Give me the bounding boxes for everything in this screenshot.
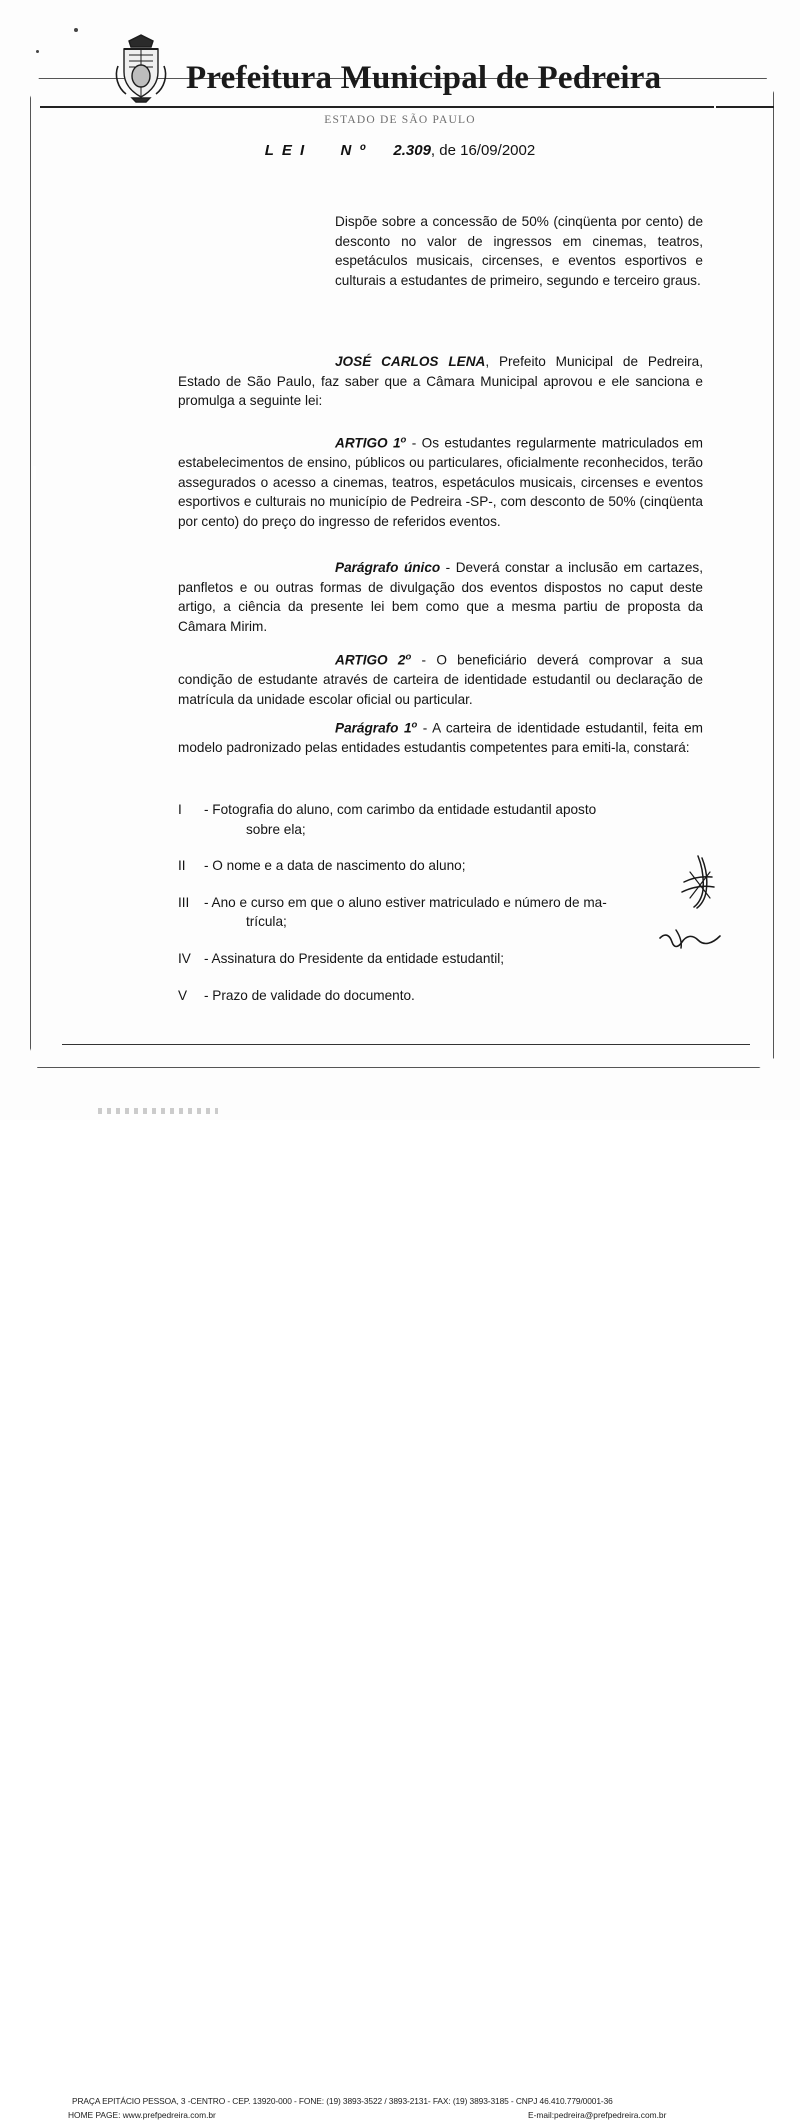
page-title: Prefeitura Municipal de Pedreira [186, 60, 662, 96]
footer-address-line: PRAÇA EPITÁCIO PESSOA, 3 -CENTRO - CEP. 13920-000 - FONE: (19) 3893-3522 / 3893-2131- FAX: (19) 3893-3185 - CNPJ 46.410.779/0001-36 [72, 2096, 613, 2106]
title-rule-left [40, 106, 186, 108]
artigo-1-ordinal: o [400, 434, 407, 445]
paragrafo-1-paragraph [178, 715, 703, 758]
list-item-text [204, 949, 706, 969]
scan-artifact [98, 1108, 218, 1114]
handwritten-signature-icon [654, 852, 744, 962]
list-item-line1: - Prazo de validade do documento. [204, 987, 415, 1003]
law-date: , de 16/09/2002 [430, 142, 536, 159]
artigo-2-ordinal: o [405, 651, 412, 662]
document-header [0, 22, 800, 126]
artigo-1-label: ARTIGO 1 [335, 435, 401, 451]
list-item [178, 893, 706, 932]
requirements-list [178, 800, 706, 1022]
list-item-numeral: II [178, 858, 186, 874]
law-label: L E I [264, 142, 307, 159]
list-item-numeral: III [178, 894, 190, 910]
list-item-text [204, 800, 706, 839]
list-item-line2: trícula; [246, 914, 287, 930]
list-item [178, 986, 706, 1006]
paragrafo-1-label: Parágrafo 1 [335, 720, 412, 736]
preamble-paragraph [178, 352, 703, 411]
scan-speck [33, 466, 36, 480]
list-item-text [204, 856, 706, 876]
artigo-2-paragraph [178, 647, 703, 709]
ementa-text: Dispõe sobre a concessão de 50% (cinqüenta por cento) de desconto no valor de ingressos em cinemas, teatros, espetáculos musicais, circenses, e eventos esportivos e culturais a estudantes de primeiro, segundo e terceiro graus. [335, 214, 703, 288]
mayor-name: JOSÉ CARLOS LENA [335, 354, 486, 369]
preamble-rest: , Prefeito Municipal de Pedreira, Estado de São Paulo, faz saber que a Câmara Municipal aprovou e ele sanciona e promulga a seguinte lei: [178, 354, 703, 409]
list-item-line1: - Ano e curso em que o aluno estiver matriculado e número de ma- [204, 894, 607, 910]
coat-of-arms-icon [112, 32, 170, 104]
list-item-line1: - Fotografia do aluno, com carimbo da entidade estudantil aposto [204, 802, 597, 817]
list-item [178, 800, 706, 839]
list-item-line1: - O nome e a data de nascimento do aluno; [204, 858, 466, 874]
list-item-numeral: V [178, 987, 188, 1003]
list-item [178, 856, 706, 876]
list-item-numeral: I [178, 802, 182, 817]
footer-email: E-mail:pedreira@prefpedreira.com.br [528, 2110, 667, 2120]
list-item-numeral: IV [178, 950, 191, 966]
artigo-1-paragraph [178, 430, 703, 532]
list-item-text [204, 986, 706, 1006]
artigo-2-text: - O beneficiário deverá comprovar a sua condição de estudante através de carteira de identidade estudantil ou declaração de matrícula da unidade escolar oficial ou particular. [178, 652, 703, 707]
title-rule [186, 106, 714, 108]
footer-divider [62, 1044, 750, 1045]
list-item-line1: - Assinatura do Presidente da entidade estudantil; [204, 950, 505, 966]
list-item-text [204, 893, 706, 932]
list-item-line2: sobre ela; [246, 821, 306, 837]
law-heading [0, 142, 800, 159]
paragrafo-1-text: - A carteira de identidade estudantil, feita em modelo padronizado pelas entidades estudantis competentes para emiti-la, constará: [178, 720, 703, 756]
title-rule-right [716, 106, 774, 108]
page-subtitle: ESTADO DE SÃO PAULO [324, 114, 476, 126]
artigo-2-label: ARTIGO 2 [335, 652, 406, 668]
paragrafo-unico-paragraph [178, 558, 703, 636]
footer-homepage: HOME PAGE: www.prefpedreira.com.br [68, 2110, 216, 2120]
paragrafo-unico-label: Parágrafo único [335, 560, 441, 575]
law-number: 2.309 [393, 142, 431, 159]
paragrafo-unico-text: - Deverá constar a inclusão em cartazes, panfletos e ou outras formas de divulgação dos eventos dispostos no caput deste artigo, a ciência da presente lei bem como que a mesma partiu de proposta da Câmara Mirim. [178, 560, 703, 634]
list-item [178, 949, 706, 969]
artigo-1-text: - Os estudantes regularmente matriculados em estabelecimentos de ensino, públicos ou particulares, oficialmente reconhecidos, terão assegurados o acesso a cinemas, teatros, espetáculos musicais, circenses e eventos esportivos e culturais no município de Pedreira -SP-, com desconto de 50% (cinqüenta por cento) do preço do ingresso de referidos eventos. [178, 435, 704, 529]
paragrafo-1-ordinal: o [411, 719, 418, 730]
law-number-label: N º [340, 142, 368, 159]
